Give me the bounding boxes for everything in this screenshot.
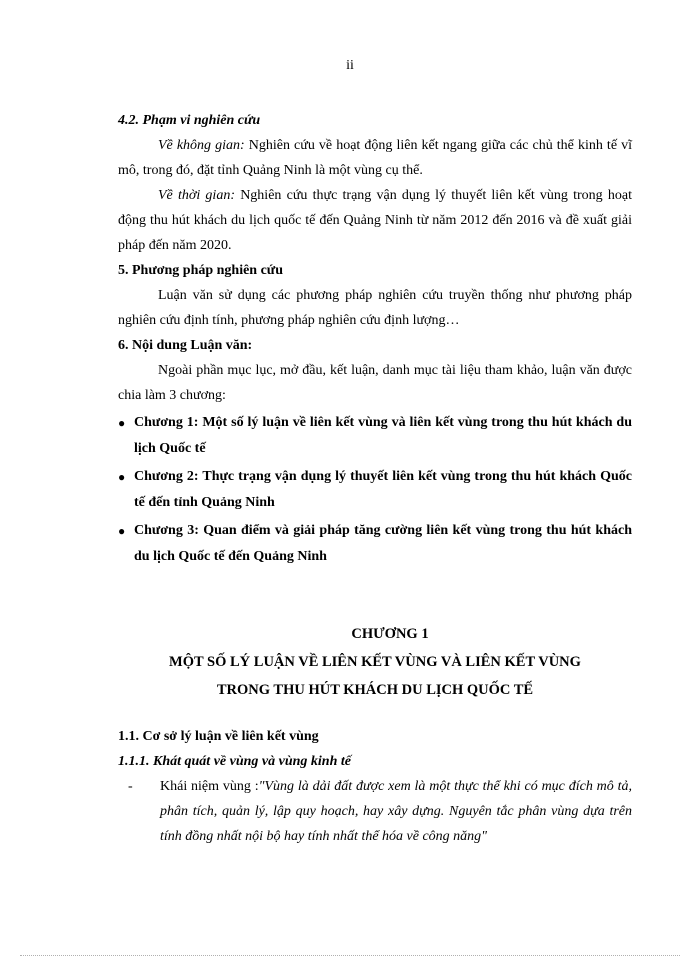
page-number: ii xyxy=(346,58,354,73)
list-item xyxy=(118,410,632,462)
bullet-icon: ● xyxy=(118,416,126,430)
section-1-1-1-heading: 1.1.1. Khát quát về vùng và vùng kinh tế xyxy=(118,754,351,769)
chapter-title-line-2: TRONG THU HÚT KHÁCH DU LỊCH QUỐC TẾ xyxy=(216,682,534,698)
list-item xyxy=(118,464,632,516)
concept-label: Khái niệm vùng : xyxy=(160,779,259,794)
section-1-1 xyxy=(118,724,632,849)
scope-space-paragraph xyxy=(118,133,632,183)
chapter-2-item: Chương 2: Thực trạng vận dụng lý thuyết liên kết vùng trong thu hút khách Quốc tế đến tỉnh Quảng Ninh xyxy=(134,469,632,510)
chapter-title-line-1: MỘT SỐ LÝ LUẬN VỀ LIÊN KẾT VÙNG VÀ LIÊN KẾT VÙNG xyxy=(169,654,581,670)
concept-paragraph xyxy=(118,774,632,849)
scope-time-paragraph xyxy=(118,183,632,258)
chapter-heading-block xyxy=(118,620,632,704)
dash-marker: - xyxy=(128,779,133,794)
methods-paragraph: Luận văn sử dụng các phương pháp nghiên cứu truyền thống như phương pháp nghiên cứu định tính, phương pháp nghiên cứu định lượng… xyxy=(118,288,632,328)
page-footer-rule xyxy=(20,955,680,956)
scope-heading: 4.2. Phạm vi nghiên cứu xyxy=(118,113,261,128)
chapter-1-item: Chương 1: Một số lý luận về liên kết vùng và liên kết vùng trong thu hút khách du lịch Quốc tế xyxy=(134,415,632,456)
space-label: Về không gian: xyxy=(158,138,245,153)
chapter-list xyxy=(118,410,632,570)
space-text: Nghiên cứu về hoạt động liên kết ngang giữa các chủ thể kinh tế vĩ mô, trong đó, đặt tỉnh Quảng Ninh là một vùng cụ thể. xyxy=(118,138,632,178)
chapter-label: CHƯƠNG 1 xyxy=(351,626,429,642)
content-intro-paragraph: Ngoài phần mục lục, mở đầu, kết luận, danh mục tài liệu tham khảo, luận văn được chia làm 3 chương: xyxy=(118,363,632,403)
time-text: Nghiên cứu thực trạng vận dụng lý thuyết liên kết vùng trong hoạt động thu hút khách du lịch quốc tế đến Quảng Ninh từ năm 2012 đến 2016 và đề xuất giải pháp đến năm 2020. xyxy=(118,188,632,253)
content-heading: 6. Nội dung Luận văn: xyxy=(118,338,253,353)
methods-heading: 5. Phương pháp nghiên cứu xyxy=(118,263,283,278)
document-body xyxy=(118,108,632,849)
section-1-1-heading: 1.1. Cơ sở lý luận về liên kết vùng xyxy=(118,729,319,744)
concept-text: "Vùng là dải đất được xem là một thực thể khi có mục đích mô tả, phân tích, quản lý, lập quy hoạch, hay xây dựng. Nguyên tắc phân vùng dựa trên tính đồng nhất nội bộ hay tính nhất thể hóa về công năng" xyxy=(160,779,632,844)
bullet-icon: ● xyxy=(118,524,126,538)
time-label: Về thời gian: xyxy=(158,188,235,203)
chapter-3-item: Chương 3: Quan điểm và giải pháp tăng cường liên kết vùng trong thu hút khách du lịch Quốc tế đến Quảng Ninh xyxy=(134,523,632,564)
list-item xyxy=(118,518,632,570)
bullet-icon: ● xyxy=(118,470,126,484)
